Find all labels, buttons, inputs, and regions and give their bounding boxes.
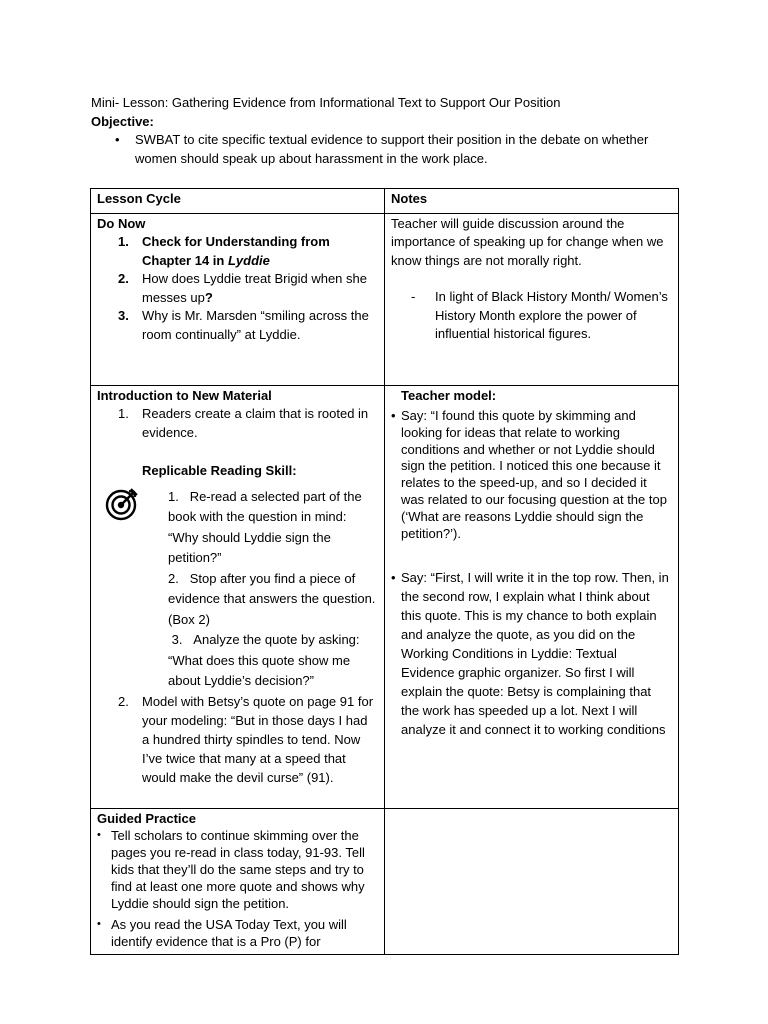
guided-list bbox=[97, 827, 378, 950]
replicable-skill-label: Replicable Reading Skill: bbox=[142, 463, 297, 478]
bullet-icon: • bbox=[115, 132, 120, 147]
objective-item: • SWBAT to cite specific textual evidence to support their position in the debate on whether women should speak up about harassment in the work place. bbox=[115, 132, 649, 166]
do-now-list bbox=[97, 233, 378, 344]
skill-step-1: 1. Re-read a selected part of the book with the question in mind: “Why should Lyddie sign the petition?” bbox=[168, 488, 362, 565]
table-row-intro bbox=[91, 385, 679, 808]
do-now-notes-text: Teacher will guide discussion around the importance of speaking up for change when we know things are not morally right. bbox=[391, 215, 664, 268]
lesson-table bbox=[90, 188, 679, 955]
bullet-icon: • bbox=[391, 570, 396, 586]
list-item: 1. Readers create a claim that is rooted in evidence. Replicable Reading Skill: bbox=[97, 405, 378, 481]
objective-label: Objective: bbox=[91, 113, 154, 129]
bullet-icon: • bbox=[97, 917, 101, 930]
say-item-2: • Say: “First, I will write it in the top row. Then, in the second row, I explain what I think about this quote. This is my chance to both explain and analyze the quote, as you did on the Working Conditions in Lyddie: Textual Evidence graphic organizer. So first I will explain the quote: Betsy is complaining that the work has speeded up a lot. Next I will analyze it and connect it to working conditions bbox=[391, 570, 669, 738]
skill-step-2: 2. Stop after you find a piece of evidence that answers the question. (Box 2) bbox=[168, 570, 376, 627]
bullet-icon: • bbox=[391, 408, 396, 423]
guided-cell bbox=[91, 808, 385, 954]
lesson-title: Mini- Lesson: Gathering Evidence from Informational Text to Support Our Position bbox=[91, 95, 561, 110]
column-header-notes: Notes bbox=[385, 189, 679, 214]
say-item-1: • Say: “I found this quote by skimming and looking for ideas that relate to working conditions and whether or not Lyddie should sign the petition. I noticed this one because it relates to the speed-up, and so I decided it was related to our focusing question at the top (‘What are reasons Lyddie should sign the petition?’). bbox=[391, 408, 667, 541]
guided-notes-cell bbox=[385, 808, 679, 954]
list-item: 2. How does Lyddie treat Brigid when she messes up? bbox=[118, 271, 367, 305]
list-item: • As you read the USA Today Text, you will identify evidence that is a Pro (P) for bbox=[97, 916, 347, 949]
list-item: 3. Why is Mr. Marsden “smiling across the room continually” at Lyddie. bbox=[118, 308, 369, 342]
list-item: • Tell scholars to continue skimming over the pages you re-read in class today, 91-93. Tell kids that they’ll do the same steps and try to find at least one more quote and shows why Lyddie should sign the petition. bbox=[97, 827, 365, 911]
list-item: 1. Check for Understanding from Chapter 14 in Lyddie bbox=[118, 234, 330, 268]
list-item: 2. Model with Betsy’s quote on page 91 for your modeling: “But in those days I had a hundred thirty spindles to tend. Now I’ve twice that many at a speed that would make the devil curse” (91). bbox=[118, 693, 374, 785]
do-now-cell bbox=[91, 213, 385, 385]
intro-list bbox=[97, 405, 378, 481]
teacher-model-label: Teacher model: bbox=[401, 387, 497, 403]
do-now-label: Do Now bbox=[97, 215, 146, 231]
lesson-header bbox=[91, 94, 691, 168]
objective-list bbox=[91, 131, 691, 168]
bullet-icon: • bbox=[97, 828, 101, 841]
skill-step-3: 3. Analyze the quote by asking: “What does this quote show me about Lyddie’s decision?” bbox=[168, 632, 360, 688]
table-row-do-now bbox=[91, 213, 679, 385]
notes-dash-item: - In light of Black History Month/ Women’s History Month explore the power of influential historical figures. bbox=[411, 289, 668, 341]
intro-list-2 bbox=[97, 692, 378, 787]
skill-steps bbox=[97, 487, 378, 692]
table-header-row bbox=[91, 189, 679, 214]
do-now-notes-cell bbox=[385, 213, 679, 385]
intro-cell bbox=[91, 385, 385, 808]
intro-notes-cell bbox=[385, 385, 679, 808]
table-row-guided bbox=[91, 808, 679, 954]
guided-label: Guided Practice bbox=[97, 810, 196, 826]
intro-label: Introduction to New Material bbox=[97, 387, 272, 403]
column-header-lesson-cycle: Lesson Cycle bbox=[91, 189, 385, 214]
